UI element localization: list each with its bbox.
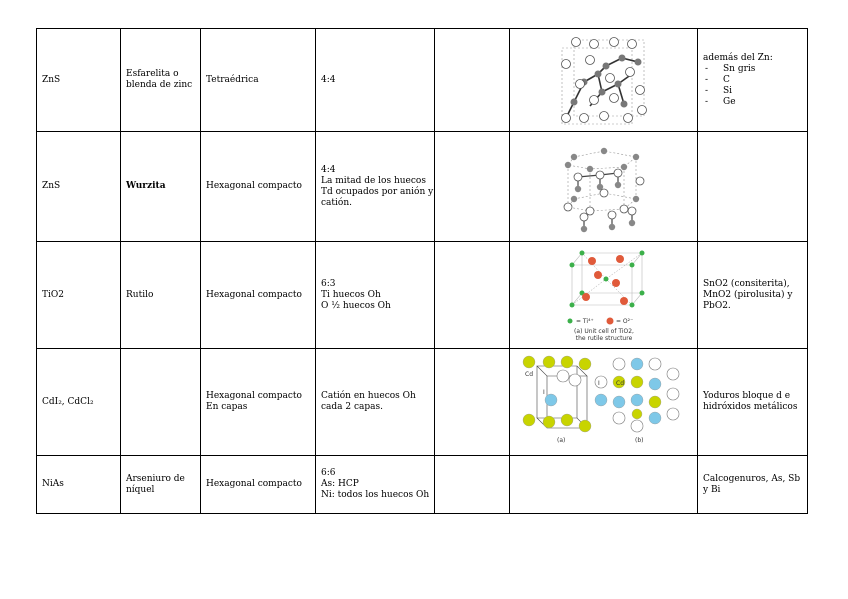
- coordination-cell: 6:3 Ti huecos Oh O ½ huecos Oh: [316, 242, 435, 349]
- notes-cell: SnO2 (consiterita), MnO2 (pirolusita) y PbO2.: [698, 242, 808, 349]
- figure-cell: [510, 29, 698, 132]
- table-row: [37, 132, 808, 242]
- empty-cell: [435, 132, 510, 242]
- notes-cell: Yoduros bloque d e hidróxidos metálicos: [698, 349, 808, 456]
- cd-label: Cd: [524, 371, 533, 378]
- name-cell: [121, 349, 201, 456]
- rutile-structure-figure: [556, 245, 652, 345]
- cdi2-structure-figure: [519, 354, 689, 450]
- notes-title: además del Zn:: [703, 52, 773, 63]
- coordination-cell: 6:6 As: HCP Ni: todos los huecos Oh: [316, 456, 435, 514]
- coordination-cell: Catión en huecos Oh cada 2 capas.: [316, 349, 435, 456]
- list-item: - C: [703, 75, 807, 86]
- list-item: - Si: [703, 86, 807, 97]
- packing-cell: Tetraédrica: [201, 29, 316, 132]
- formula-cell: NiAs: [37, 456, 121, 514]
- empty-cell: [435, 349, 510, 456]
- o-legend-dot: [606, 318, 613, 325]
- cd-label: Cd: [615, 380, 624, 387]
- packing-cell: Hexagonal compacto: [201, 242, 316, 349]
- figure-cell: [510, 132, 698, 242]
- notes-cell: [698, 132, 808, 242]
- empty-cell: [435, 456, 510, 514]
- ti-legend-dot: [567, 319, 572, 324]
- name-cell: Wurzita: [121, 132, 201, 242]
- name-cell: Esfarelita o blenda de zinc: [121, 29, 201, 132]
- i-label: I: [597, 380, 600, 387]
- figure-cell: [510, 349, 698, 456]
- list-item: - Sn gris: [703, 64, 807, 75]
- wurtzite-structure-figure: [554, 137, 654, 237]
- i-label: I: [542, 389, 545, 396]
- formula-cell: CdI₂, CdCl₂: [37, 349, 121, 456]
- table-row: [37, 29, 808, 132]
- packing-cell: Hexagonal compacto: [201, 132, 316, 242]
- formula-cell: TiO2: [37, 242, 121, 349]
- notes-cell: [698, 29, 808, 132]
- packing-cell: Hexagonal compacto: [201, 456, 316, 514]
- notes-cell: Calcogenuros, As, Sb y Bi: [698, 456, 808, 514]
- o-legend-label: = O²⁻: [615, 318, 633, 325]
- figure-caption: the rutile structure: [575, 335, 632, 342]
- empty-cell: [435, 242, 510, 349]
- zinc-blende-structure-figure: [554, 34, 654, 126]
- name-cell: Rutilo: [121, 242, 201, 349]
- name-cell: Arseniuro de níquel: [121, 456, 201, 514]
- figure-caption: (a) Unit cell of TiO2,: [573, 328, 634, 335]
- list-item: - Ge: [703, 97, 807, 108]
- ti-legend-label: = Ti⁴⁺: [575, 318, 594, 325]
- coordination-cell: 4:4 La mitad de los huecos Td ocupados por anión y catión.: [316, 132, 435, 242]
- formula-cell: ZnS: [37, 29, 121, 132]
- empty-cell: [435, 29, 510, 132]
- notes-list: [703, 64, 807, 108]
- table-row: [37, 456, 808, 514]
- formula-cell: ZnS: [37, 132, 121, 242]
- panel-a-label: (a): [556, 437, 565, 444]
- figure-cell: [510, 242, 698, 349]
- empty-cell: [510, 456, 698, 514]
- packing-cell: Hexagonal compacto En capas: [201, 349, 316, 456]
- table-row: [37, 242, 808, 349]
- table-row: [37, 349, 808, 456]
- coordination-cell: 4:4: [316, 29, 435, 132]
- structures-table: [36, 28, 808, 514]
- panel-b-label: (b): [634, 437, 643, 444]
